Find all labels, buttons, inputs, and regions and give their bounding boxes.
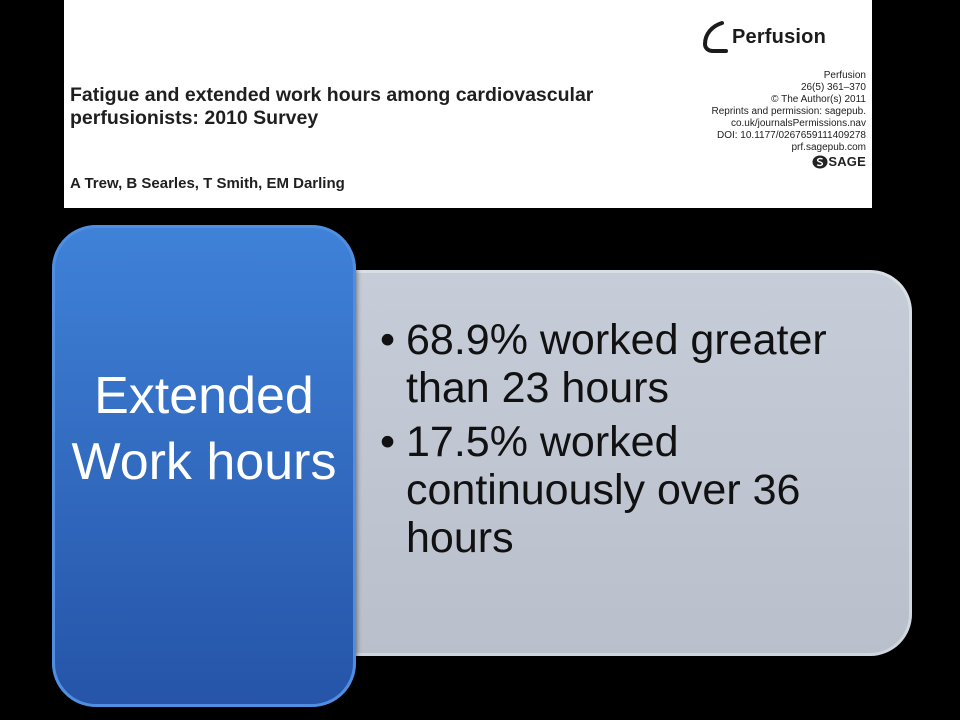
meta-copyright: © The Author(s) 2011 (771, 94, 866, 105)
logo-text: Perfusion (731, 25, 826, 48)
label-text: Extended Work hours (71, 367, 337, 491)
bullet-item: • 17.5% worked continuously over 36 hours (380, 418, 900, 562)
bullet-list (380, 316, 900, 568)
perfusion-logo-icon (700, 20, 730, 54)
bullet-item: • 68.9% worked greater than 23 hours (380, 316, 900, 412)
citation-meta (666, 70, 866, 169)
bullet-panel (300, 270, 912, 656)
meta-volume: 26(5) 361–370 (800, 82, 866, 93)
journal-header-image (64, 0, 872, 208)
meta-journal: Perfusion (823, 70, 866, 81)
sage-text: SAGE (828, 154, 866, 169)
sage-icon (812, 155, 828, 169)
article-authors: A Trew, B Searles, T Smith, EM Darling (70, 175, 345, 192)
meta-doi: DOI: 10.1177/0267659111409278 (716, 130, 866, 141)
label-box (52, 225, 356, 707)
meta-url: prf.sagepub.com (791, 142, 866, 153)
sage-logo (666, 155, 866, 169)
meta-permissions: co.uk/journalsPermissions.nav (730, 118, 866, 129)
meta-reprints: Reprints and permission: sagepub. (711, 106, 866, 117)
article-title: Fatigue and extended work hours among cardiovascular perfusionists: 2010 Survey (70, 84, 594, 129)
perfusion-logo (700, 18, 826, 56)
